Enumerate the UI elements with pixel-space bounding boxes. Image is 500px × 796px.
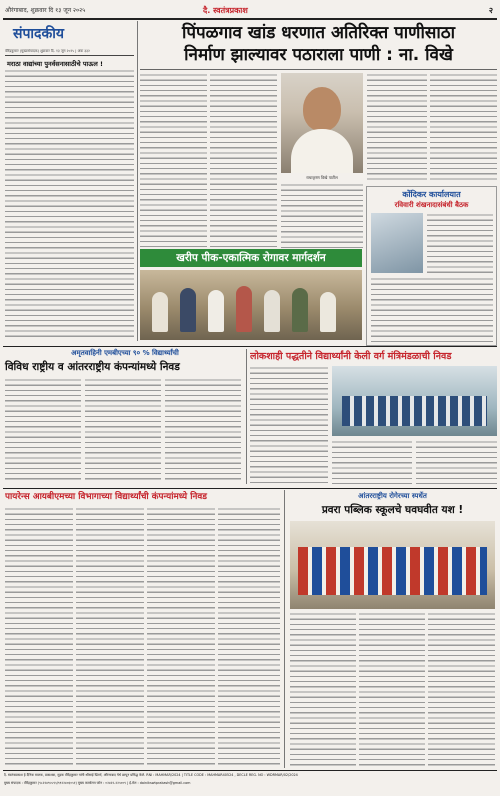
lead-body-col1 (140, 73, 207, 248)
paper-name: दै. स्वतंत्रप्रकाश (203, 6, 248, 15)
students-headline: विविध राष्ट्रीय व आंतरराष्ट्रीय कंपन्यांमध्ये निवड (5, 361, 180, 373)
lead-body-col5 (430, 73, 497, 183)
democracy-headline: लोकशाही पद्धतीने विद्यार्थ्यांनी केली वर्ग मंत्रिमंडळाची निवड (250, 351, 452, 362)
office-box-body-b (371, 277, 493, 343)
democracy-body-col2 (332, 440, 412, 484)
skating-body-col1 (290, 612, 356, 767)
office-meeting-box (366, 186, 497, 346)
lead-body-col3 (281, 183, 363, 248)
skating-team-photo (290, 521, 495, 609)
editorial-column (3, 21, 136, 341)
classroom-election-photo (332, 366, 497, 436)
page-number: २ (488, 6, 493, 15)
students-body-col3 (165, 378, 241, 483)
polytechnic-body-col3 (147, 507, 215, 767)
students-body-col2 (85, 378, 161, 483)
lead-headline-line2: निर्माण झाल्यावर पठाराला पाणी : ना. विखे (184, 45, 453, 65)
democracy-body-col3 (416, 440, 497, 484)
office-box-title: कोंदिकर कार्यालयात (402, 190, 461, 199)
kharif-headline: खरीप पीक-एकात्मिक रोगावर मार्गदर्शन (176, 252, 326, 264)
polytechnic-headline: पायरेन्स आयबीएमच्या विभागाच्या विद्यार्थ्यांची कंपन्यांमध्ये निवड (5, 492, 207, 502)
skating-body-col2 (359, 612, 425, 767)
minister-portrait-photo (281, 73, 363, 173)
skating-kicker: आंतरराष्ट्रीय रोगेरच्या स्पर्धेत (358, 492, 427, 500)
polytechnic-body-col1 (5, 507, 73, 767)
lead-photo-caption: राधाकृष्ण विखे पाटील (306, 175, 338, 180)
editorial-title: संपादकीय (13, 26, 64, 42)
editorial-body (5, 69, 134, 339)
students-body-col1 (5, 378, 81, 483)
kharif-banner (140, 249, 362, 267)
dateline: औरंगाबाद, शुक्रवार दि १३ जून २०२५ (5, 7, 86, 14)
democracy-body-col1 (250, 366, 328, 484)
students-kicker: अमृतवाहिनी एमबीएच्या ९० % विद्यार्थ्यांची (71, 349, 179, 357)
lead-body-col2 (210, 73, 277, 248)
office-meeting-photo (371, 213, 423, 273)
footer-imprint-line1: दै. स्वतंत्रप्रकाश हे दैनिक मालक, प्रकाशक, मुद्रक वीरेंद्रकुमार यांनी श्रीसाई प्रिंटर्स, औरंगाबाद येथे छापून प्रसिद्ध केले. RNI : MAHMAR/2024 | TITLE CODE : MAHMAR40524 , DECLE REG. NO : WDRMAR/02/2024 (4, 773, 298, 777)
footer-imprint-line2: मुख्य संपादक : वीरेंद्रकुमार (९८२२४९५५९५/९९२२४०६०५१) मुख्य कार्यालय फोन : ०२४२२-२२५००९ | ई-मेल : dainikswtprakash@gmail.com (4, 781, 191, 785)
masthead (3, 4, 497, 18)
lead-body-col4 (367, 73, 427, 183)
skating-headline: प्रवरा पब्लिक स्कूलचे घवघवीत यश ! (321, 504, 464, 516)
polytechnic-body-col4 (218, 507, 280, 767)
office-box-body-a (427, 213, 493, 273)
kharif-group-photo (140, 270, 362, 340)
editorial-subline: वीरेंद्रकुमार (मुख्यसंपादक) शुक्रवार दि. १३ जून २०२५ | अंक ३३२ (5, 49, 90, 53)
lead-headline-line1: पिंपळगाव खांड धरणात अतिरिक्त पाणीसाठा (181, 23, 456, 43)
office-box-subtitle: रविवारी शंखनादासंबंधी बैठक (394, 201, 469, 209)
polytechnic-body-col2 (76, 507, 144, 767)
editorial-headline: मराठा वाद्यांच्या पुनर्वसनासाठीचे पाऊल ! (7, 60, 103, 68)
skating-body-col3 (428, 612, 495, 767)
